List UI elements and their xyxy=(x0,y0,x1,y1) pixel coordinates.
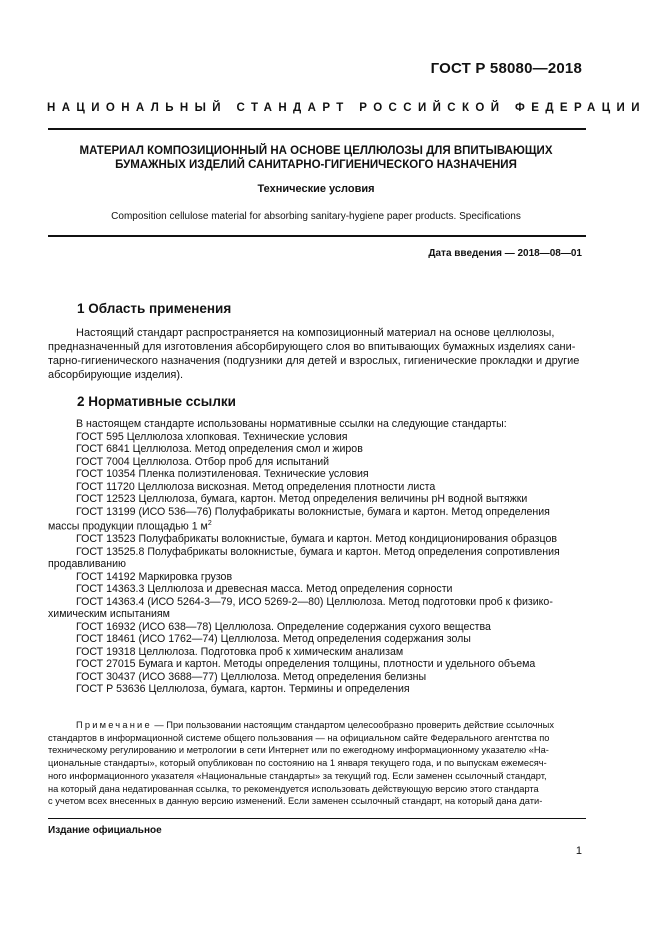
list-item: ГОСТ 10354 Пленка полиэтиленовая. Технические условия xyxy=(76,468,369,480)
list-item: ГОСТ 16932 (ИСО 638—78) Целлюлоза. Определение содержания сухого вещества xyxy=(76,620,491,633)
note-line: стандартов в информационной системе общего пользования — на официальном сайте Федерального агентства по xyxy=(48,732,550,743)
paragraph-line: предназначенный для изготовления абсорбирующего слоя во впитывающих бумажных изделиях сани- xyxy=(48,341,576,353)
list-item: ГОСТ Р 53636 Целлюлоза, бумага, картон. Термины и определения xyxy=(76,683,410,696)
title-line-1: МАТЕРИАЛ КОМПОЗИЦИОННЫЙ НА ОСНОВЕ ЦЕЛЛЮЛОЗЫ ДЛЯ ВПИТЫВАЮЩИХ xyxy=(79,145,553,157)
superscript: 2 xyxy=(207,520,212,527)
list-item: ГОСТ 27015 Бумага и картон. Методы определения толщины, плотности и удельного объема xyxy=(76,658,536,671)
official-edition-label: Издание официальное xyxy=(48,825,162,836)
national-standard-heading: НАЦИОНАЛЬНЫЙ СТАНДАРТ РОССИЙСКОЙ ФЕДЕРАЦИИ xyxy=(47,102,646,114)
note-line: техническому регулированию и метрологии в сети Интернет или по ежегодному информационному указателю «На- xyxy=(48,745,549,756)
page-number: 1 xyxy=(575,845,582,857)
document-title xyxy=(60,144,572,172)
paragraph-line: тарно-гигиенического назначения (подгузники для детей и взрослых, гигиенические прокладки и другие xyxy=(48,355,580,367)
note-line: циональные стандарты», который опубликован по состоянию на 1 января текущего года, и по выпускам ежемесяч- xyxy=(48,758,547,769)
list-item: ГОСТ 14363.4 (ИСО 5264-3—79, ИСО 5269-2—80) Целлюлоза. Метод подготовки проб к физико- xyxy=(76,595,553,608)
english-title: Composition cellulose material for absorbing sanitary-hygiene paper products. Specifications xyxy=(111,211,521,222)
note-block xyxy=(48,719,584,808)
section-1-heading: 1 Область применения xyxy=(77,301,232,316)
list-item: ГОСТ 19318 Целлюлоза. Подготовка проб к химическим анализам xyxy=(76,645,404,658)
footer-divider xyxy=(48,818,586,819)
list-item: ГОСТ 14363.3 Целлюлоза и древесная масса. Метод определения сорности xyxy=(76,583,453,596)
list-item: ГОСТ 12523 Целлюлоза, бумага, картон. Метод определения величины pH водной вытяжки xyxy=(76,493,528,505)
section-2-heading: 2 Нормативные ссылки xyxy=(77,394,236,409)
list-item: ГОСТ 30437 (ИСО 3688—77) Целлюлоза. Метод определения белизны xyxy=(76,670,427,683)
paragraph-line: абсорбирующие изделия). xyxy=(48,369,184,381)
note-text: — При пользовании настоящим стандартом целесообразно проверить действие ссылочных xyxy=(151,720,554,730)
list-item: ГОСТ 7004 Целлюлоза. Отбор проб для испытаний xyxy=(76,455,330,468)
list-item: ГОСТ 595 Целлюлоза хлопковая. Технические условия xyxy=(76,430,348,443)
note-line: ного информационного указателя «Национальные стандарты» за текущий год. Если заменен ссылочный стандарт, xyxy=(48,770,547,781)
note-line: на который дана недатированная ссылка, то рекомендуется использовать действующую версию этого стандарта xyxy=(48,783,539,794)
list-item: ГОСТ 6841 Целлюлоза. Метод определения смол и жиров xyxy=(76,443,363,455)
title-line-2: БУМАЖНЫХ ИЗДЕЛИЙ САНИТАРНО-ГИГИЕНИЧЕСКОГО НАЗНАЧЕНИЯ xyxy=(115,159,517,171)
title-divider xyxy=(48,235,586,237)
document-subtitle: Технические условия xyxy=(257,183,375,195)
note-line: с учетом всех внесенных в данную версию изменений. Если заменен ссылочный стандарт, на который дана дати- xyxy=(48,796,543,807)
top-divider xyxy=(48,128,586,130)
section-1-paragraph xyxy=(48,326,584,382)
list-item: ГОСТ 13525.8 Полуфабрикаты волокнистые, бумага и картон. Метод определения сопротивления xyxy=(76,545,560,558)
list-item: ГОСТ 14192 Маркировка грузов xyxy=(76,570,233,583)
list-item: ГОСТ 11720 Целлюлоза вискозная. Метод определения плотности листа xyxy=(76,480,436,493)
mass-line-text: массы продукции площадью 1 м xyxy=(48,520,208,533)
normative-references-list xyxy=(48,418,584,696)
list-item: химическим испытаниям xyxy=(48,608,170,621)
note-label: Примечание xyxy=(76,720,152,730)
introduction-date: Дата введения — 2018—08—01 xyxy=(428,248,582,259)
list-item: В настоящем стандарте использованы нормативные ссылки на следующие стандарты: xyxy=(76,418,507,430)
list-item xyxy=(48,518,584,533)
list-item: ГОСТ 13523 Полуфабрикаты волокнистые, бумага и картон. Метод кондиционирования образцов xyxy=(76,533,557,546)
list-item: ГОСТ 18461 (ИСО 1762—74) Целлюлоза. Метод определения содержания золы xyxy=(76,633,471,646)
list-item: ГОСТ 13199 (ИСО 536—76) Полуфабрикаты волокнистые, бумага и картон. Метод определения xyxy=(76,505,550,518)
list-item: продавливанию xyxy=(48,558,126,571)
note-first-line xyxy=(48,719,584,732)
document-number: ГОСТ Р 58080—2018 xyxy=(430,60,582,77)
paragraph-line: Настоящий стандарт распространяется на композиционный материал на основе целлюлозы, xyxy=(76,327,555,339)
